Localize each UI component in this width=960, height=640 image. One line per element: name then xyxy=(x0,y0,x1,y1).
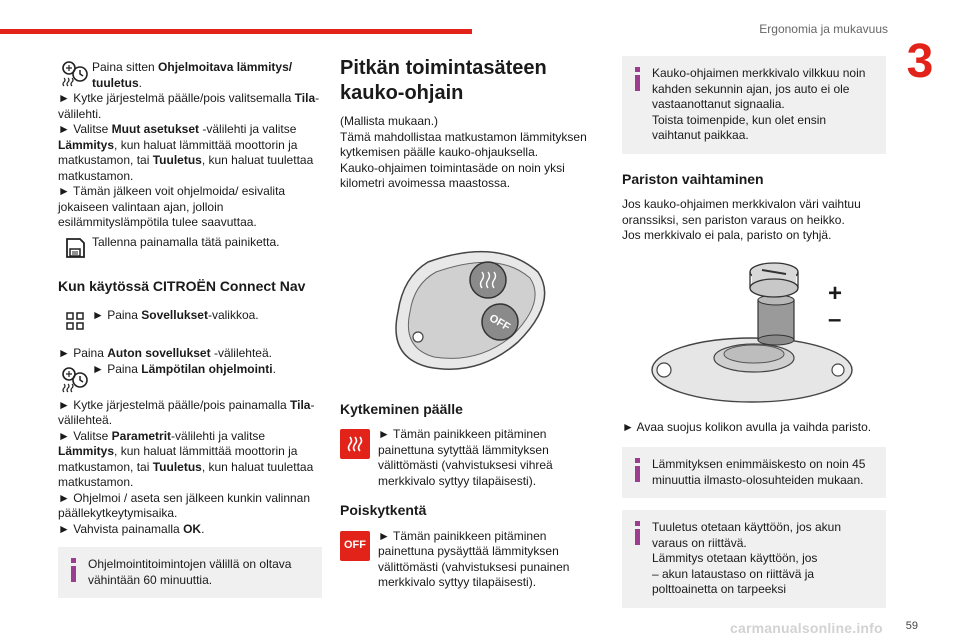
step-auton-sovellukset: ► Paina Auton sovellukset -välilehteä. xyxy=(58,346,272,360)
info-icon xyxy=(632,458,644,482)
step-muut-asetukset: ► Valitse Muut asetukset -välilehti ja valitse Lämmitys, kun haluat lämmittää moottorin ja matkustamon, tai Tuuletus, kun haluat tuulettaa matkustamon. xyxy=(58,122,314,183)
battery-intro: Jos kauko-ohjaimen merkkivalon väri vaihtuu oranssiksi, sen pariston varaus on heikko. Jos merkkivalo ei pala, paristo on tyhjä. xyxy=(622,197,861,242)
off-button-icon: OFF xyxy=(340,531,370,561)
info-icon xyxy=(632,67,644,91)
connect-nav-heading: Kun käytössä CITROËN Connect Nav xyxy=(58,277,306,294)
step-parametrit: ► Valitse Parametrit-välilehti ja valitse Lämmitys, kun haluat lämmittää moottorin ja matkustamon, tai Tuuletus, kun haluat tuulettaa matkustamon. xyxy=(58,428,314,489)
signal-note: Kauko-ohjaimen merkkivalo vilkkuu noin kahden sekunnin ajan, jos auto ei ole vastaanottanut signaalia. Toista toimenpide, kun olet ensin vaihtanut paikkaa. xyxy=(622,56,886,154)
heating-timer-icon xyxy=(58,56,92,90)
info-icon xyxy=(632,521,644,545)
switch-on-heading: Kytkeminen päälle xyxy=(340,400,463,417)
column-3 xyxy=(622,56,886,608)
apps-step: ► Paina Sovellukset-valikkoa. xyxy=(58,304,322,338)
heat-button-icon xyxy=(340,429,370,459)
page-section-title: Ergonomia ja mukavuus xyxy=(759,22,888,36)
max-duration-note: Lämmityksen enimmäiskesto on noin 45 minuuttia ilmasto-olosuhteiden mukaan. xyxy=(622,447,886,498)
save-icon xyxy=(58,231,92,265)
header-red-bar xyxy=(0,29,472,34)
info-note: Ohjelmointitoimintojen välillä on oltava vähintään 60 minuuttia. xyxy=(58,547,322,598)
battery-minus-label: – xyxy=(828,305,842,333)
chapter-number: 3 xyxy=(906,35,934,88)
apps-grid-icon xyxy=(58,304,92,338)
step-confirm: ► Vahvista painamalla OK. xyxy=(58,521,205,536)
step-program: ► Tämän jälkeen voit ohjelmoida/ esivalita jokaiseen valintaan ajan, jolloin esilämmityslämpötila tulee saavuttaa. xyxy=(58,184,286,229)
switch-off-step: OFF ► Tämän painikkeen pitäminen painettuna pysäyttää lämmityksen välittömästi (vahvistuksesi punainen merkkivalo syttyy tilapäisesti). xyxy=(340,529,604,591)
programmable-heating-step: Paina sitten Ohjelmoitava lämmitys/ tuuletus. xyxy=(58,56,322,91)
column-1 xyxy=(58,56,322,598)
switch-on-step: ► Tämän painikkeen pitäminen painettuna sytyttää lämmityksen välittömästi (vahvistuksesi vihreä merkkivalo syttyy tilapäisesti). xyxy=(340,427,604,489)
battery-plus-label: + xyxy=(828,279,843,307)
battery-illustration xyxy=(642,258,862,408)
column-2 xyxy=(340,56,604,591)
page-number: 59 xyxy=(905,620,918,632)
temp-programming-step: ► Paina Lämpötilan ohjelmointi. xyxy=(58,362,322,396)
switch-off-heading: Poiskytkentä xyxy=(340,502,427,518)
remote-control-illustration xyxy=(388,242,558,382)
remote-title: Pitkän toimintasäteen kauko-ohjain xyxy=(340,57,547,104)
step-tila-2: ► Kytke järjestelmä päälle/pois painamalla Tila-välilehteä. xyxy=(58,397,315,427)
heating-timer-icon xyxy=(58,362,92,396)
step-schedule: ► Ohjelmoi / aseta sen jälkeen kunkin valinnan päällekytkeytymisaika. xyxy=(58,490,311,520)
info-icon xyxy=(68,558,80,582)
watermark: carmanualsonline.info xyxy=(730,620,883,636)
save-step: Tallenna painamalla tätä painiketta. xyxy=(58,231,322,265)
battery-heading: Pariston vaihtaminen xyxy=(622,170,764,187)
open-cover-step: ► Avaa suojus kolikon avulla ja vaihda paristo. xyxy=(622,419,872,434)
step-tila: ► Kytke järjestelmä päälle/pois valitsemalla Tila-välilehti. xyxy=(58,91,320,121)
remote-intro: (Mallista mukaan.) Tämä mahdollistaa matkustamon lämmityksen kytkemisen päälle kauko-ohjauksella. Kauko-ohjaimen toimintasäde on noin yksi kilometri avoimessa maastossa. xyxy=(340,114,587,190)
remote-off-button-label: OFF xyxy=(486,311,513,334)
ventilation-note: Tuuletus otetaan käyttöön, jos akun varaus on riittävä. Lämmitys otetaan käyttöön, jos – akun lataustaso on riittävä ja polttoainetta on tarpeeksi xyxy=(622,510,886,608)
